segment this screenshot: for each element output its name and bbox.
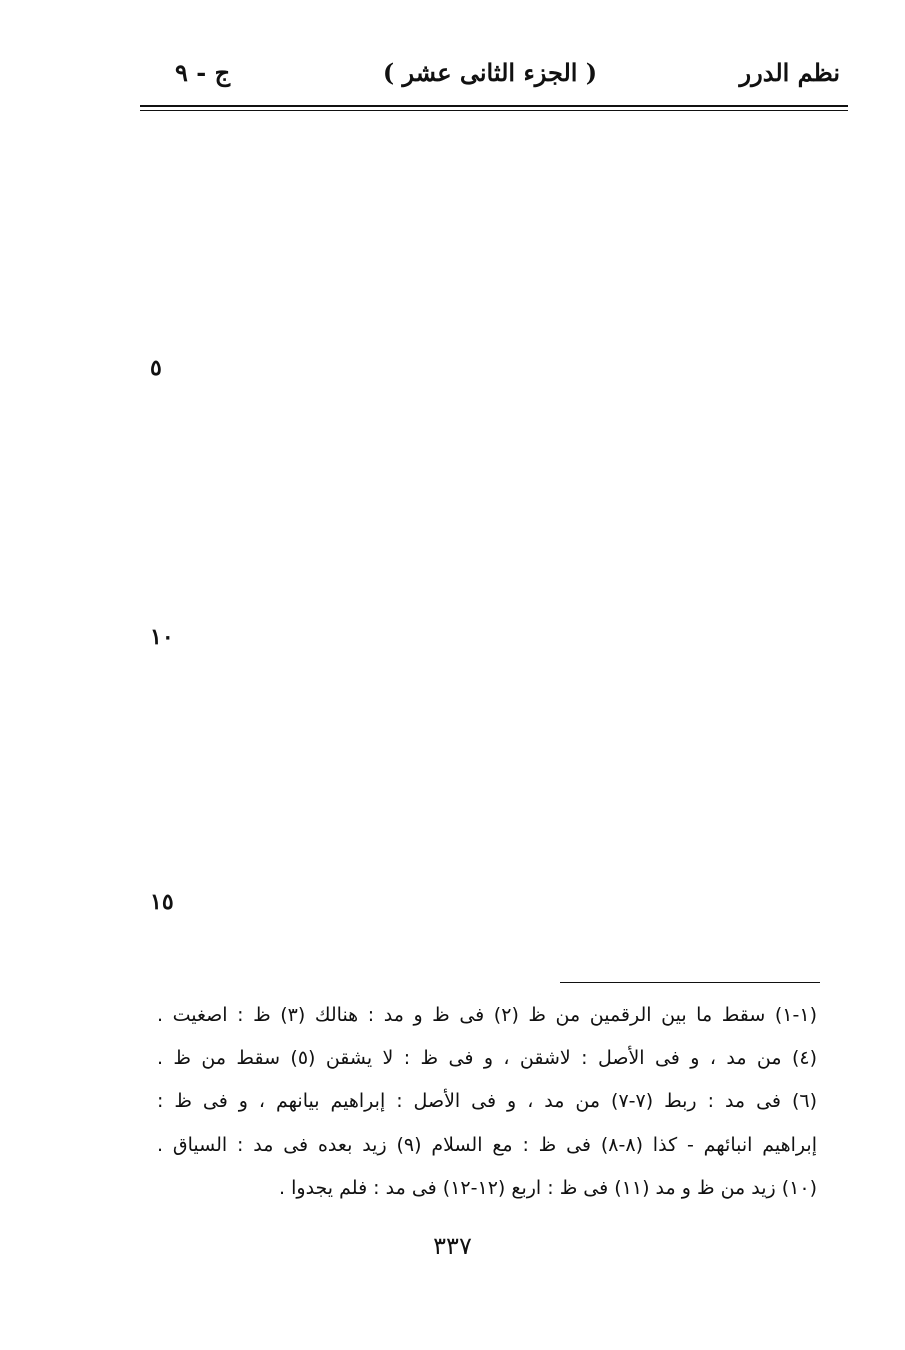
book-title: نظم الدرر — [739, 58, 840, 87]
footnote-line: (٦) فى مد : ربط (٧-٧) من مد ، و فى الأصل : إبراهيم بيانهم ، و فى ظ : — [157, 1090, 817, 1112]
footnote-line: (١٠) زيد من ظ و مد (١١) فى ظ : اربع (١٢-١٢) فى مد : فلم يجدوا . — [279, 1177, 817, 1199]
line-number-10: ١٠ — [150, 624, 174, 650]
header-rule — [140, 105, 848, 107]
footnote-line: إبراهيم انبائهم - كذا (٨-٨) فى ظ : مع السلام (٩) زيد بعده فى مد : السياق . — [157, 1134, 817, 1156]
footnote-line: (١-١) سقط ما بين الرقمين من ظ (٢) فى ظ و مد : هنالك (٣) ظ : اصغيت . — [157, 1004, 817, 1026]
page-header — [140, 58, 840, 98]
footnote-rule — [560, 982, 820, 983]
header-rule-thin — [140, 110, 848, 111]
page-number: ٣٣٧ — [433, 1232, 472, 1260]
part-label: ( الجزء الثانى عشر ) — [382, 58, 598, 87]
line-number-15: ١٥ — [150, 889, 174, 915]
footnote-line: (٤) من مد ، و فى الأصل : لاشقن ، و فى ظ : لا يشقن (٥) سقط من ظ . — [157, 1047, 817, 1069]
line-number-5: ٥ — [150, 355, 162, 381]
volume-label: ج - ٩ — [175, 58, 231, 87]
